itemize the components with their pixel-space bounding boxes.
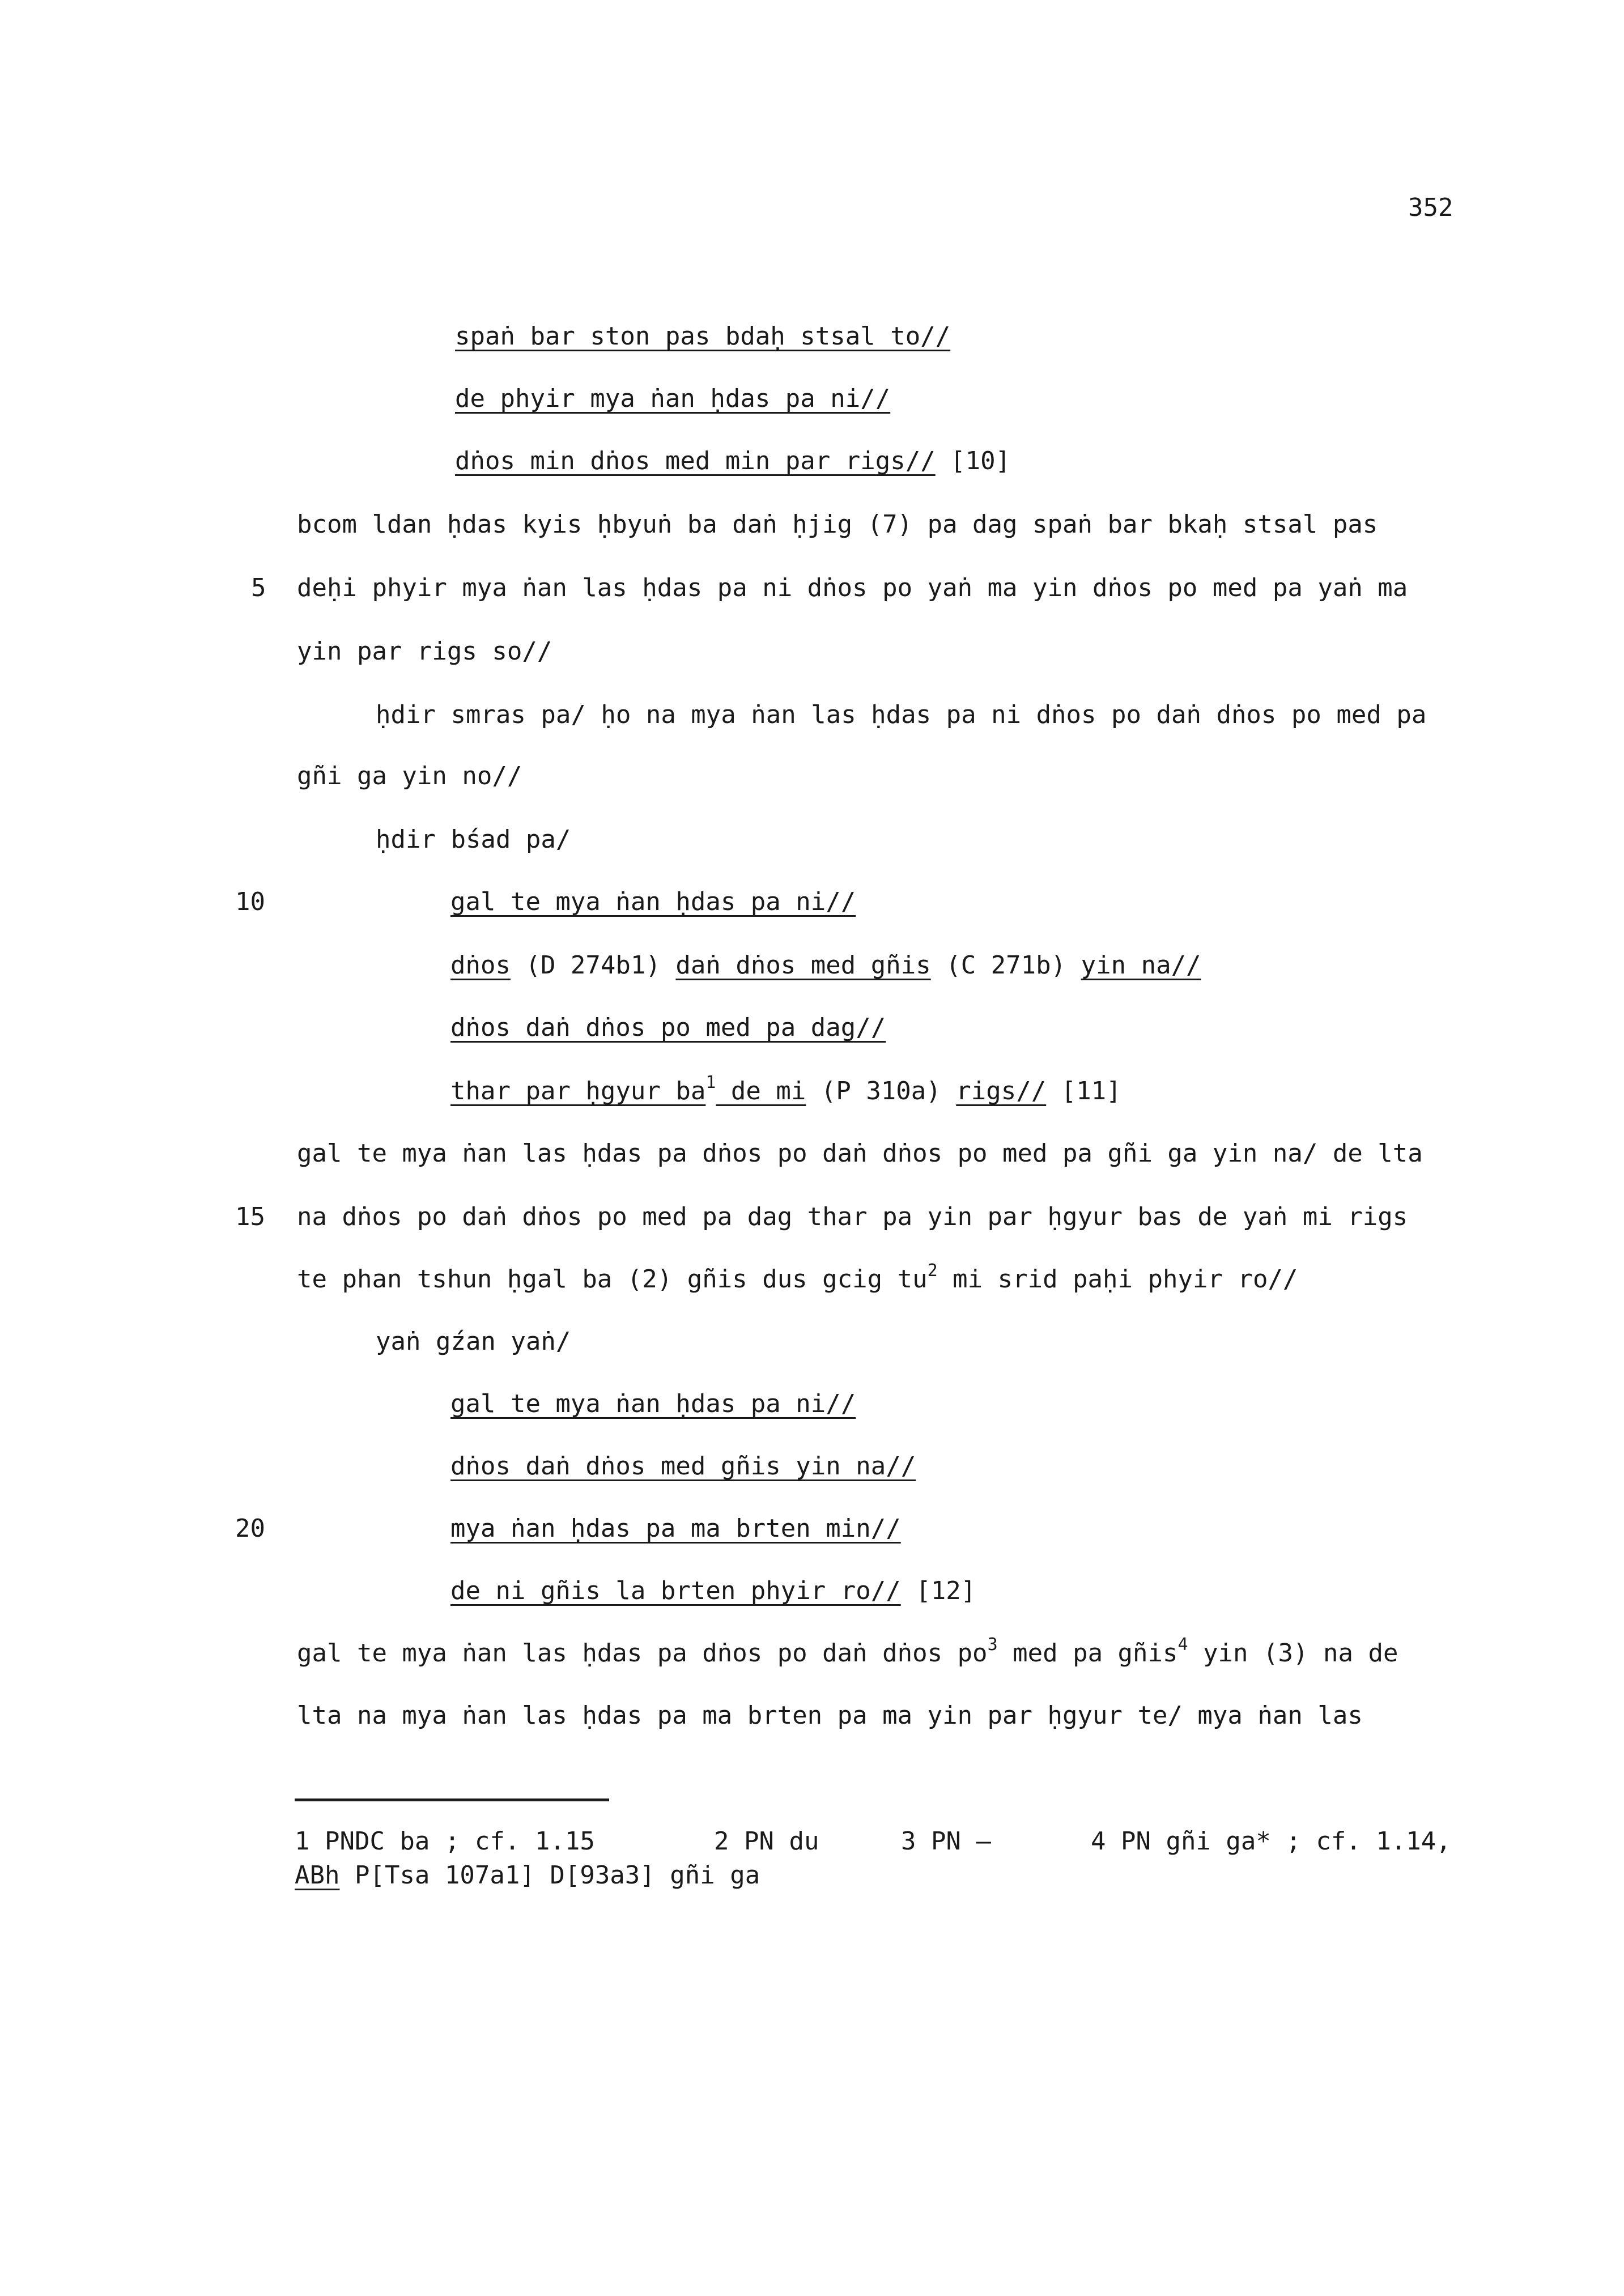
footnote-marker: 2 — [927, 1261, 938, 1281]
text-line — [376, 827, 571, 852]
text-segment: 2 PN du — [714, 1827, 819, 1856]
text-line — [297, 573, 1408, 602]
text-segment: [12] — [900, 1576, 976, 1605]
text-line — [455, 324, 950, 349]
page-number: 352 — [1408, 193, 1453, 222]
footnote-marker: 4 — [1177, 1635, 1188, 1655]
text-line — [450, 887, 856, 916]
line-number: 5 — [251, 573, 266, 602]
text-segment: ḥdir bśad pa/ — [376, 825, 571, 854]
footnote — [295, 1829, 595, 1854]
text-segment: P[Tsa 107a1] D[93a3] gñi ga — [339, 1861, 760, 1890]
text-line — [455, 449, 1010, 474]
text-line — [450, 953, 1201, 978]
text-segment: med pa gñis — [997, 1639, 1178, 1668]
underlined-verse-text: de ni gñis la brten phyir ro// — [450, 1576, 901, 1605]
text-line — [376, 1329, 571, 1354]
text-line — [450, 1516, 901, 1541]
text-line — [297, 1703, 1363, 1728]
text-line — [297, 1261, 1298, 1294]
footnote — [295, 1863, 760, 1888]
footnote — [1091, 1829, 1451, 1854]
text-segment: (C 271b) — [930, 951, 1081, 980]
text-line — [297, 512, 1378, 537]
text-segment: lta na mya ṅan las ḥdas pa ma brten pa ma yin par ḥgyur te/ mya ṅan las — [297, 1701, 1363, 1730]
underlined-verse-text: gal te mya ṅan ḥdas pa ni// — [450, 887, 856, 916]
underlined-verse-text: dṅos min dṅos med min par rigs// — [455, 447, 936, 475]
footnote-rule — [295, 1798, 609, 1801]
footnote — [714, 1829, 819, 1854]
text-line — [450, 1454, 916, 1479]
text-line — [297, 764, 522, 789]
underlined-verse-text: ABh — [295, 1861, 340, 1890]
text-segment: bcom ldan ḥdas kyis ḥbyuṅ ba daṅ ḥjig (7) pa dag spaṅ bar bkaḥ stsal pas — [297, 510, 1378, 539]
text-line — [450, 1389, 856, 1418]
text-line — [450, 1073, 1121, 1106]
text-line — [450, 1015, 886, 1040]
text-segment: na dṅos po daṅ dṅos po med pa dag thar pa yin par ḥgyur bas de yaṅ mi rigs — [297, 1202, 1408, 1231]
text-line — [297, 1141, 1423, 1166]
text-segment: gal te mya ṅan las ḥdas pa dṅos po daṅ dṅos po med pa gñi ga yin na/ de lta — [297, 1139, 1423, 1168]
text-segment: mi srid paḥi phyir ro// — [937, 1265, 1298, 1294]
line-number: 20 — [235, 1514, 265, 1543]
line-number: 10 — [235, 887, 265, 916]
line-number: 15 — [235, 1202, 265, 1231]
underlined-verse-text: daṅ dṅos med gñis — [675, 951, 931, 980]
text-segment: ḥdir smras pa/ ḥo na mya ṅan las ḥdas pa ni dṅos po daṅ dṅos po med pa — [376, 700, 1427, 729]
underlined-verse-text: dṅos daṅ dṅos med gñis yin na// — [450, 1452, 916, 1481]
text-segment: 4 PN gñi ga* ; cf. 1.14, — [1091, 1827, 1451, 1856]
underlined-verse-text: rigs// — [956, 1077, 1047, 1106]
text-segment: te phan tshun ḥgal ba (2) gñis dus gcig tu — [297, 1265, 928, 1294]
text-line — [297, 1202, 1408, 1231]
underlined-verse-text: de phyir mya ṅan ḥdas pa ni// — [455, 384, 891, 413]
footnote-marker: 3 — [987, 1635, 998, 1655]
underlined-verse-text: dṅos — [450, 951, 511, 980]
text-segment: [11] — [1046, 1077, 1121, 1106]
text-segment: 1 PNDC ba ; cf. 1.15 — [295, 1827, 595, 1856]
text-segment: yin par rigs so// — [297, 637, 552, 666]
text-segment: gñi ga yin no// — [297, 762, 522, 790]
text-segment: deḥi phyir mya ṅan las ḥdas pa ni dṅos po yaṅ ma yin dṅos po med pa yaṅ ma — [297, 573, 1408, 602]
underlined-verse-text: dṅos daṅ dṅos po med pa dag// — [450, 1013, 886, 1042]
text-segment: yaṅ gźan yaṅ/ — [376, 1327, 571, 1356]
text-line — [297, 639, 552, 664]
text-line — [450, 1576, 976, 1605]
underlined-verse-text: mya ṅan ḥdas pa ma brten min// — [450, 1514, 901, 1543]
underlined-verse-text: yin na// — [1081, 951, 1201, 980]
text-segment: (D 274b1) — [510, 951, 676, 980]
underlined-verse-text: de mi — [716, 1077, 806, 1106]
text-segment: gal te mya ṅan las ḥdas pa dṅos po daṅ dṅos po — [297, 1639, 988, 1668]
underlined-verse-text: spaṅ bar ston pas bdaḥ stsal to// — [455, 322, 951, 351]
text-segment: yin (3) na de — [1188, 1639, 1398, 1668]
text-line — [376, 700, 1427, 729]
footnote — [901, 1829, 991, 1854]
text-line — [297, 1635, 1398, 1668]
text-line — [455, 386, 890, 411]
footnote-marker: 1 — [705, 1073, 716, 1092]
text-segment: 3 PN — — [901, 1827, 991, 1856]
underlined-verse-text: gal te mya ṅan ḥdas pa ni// — [450, 1389, 856, 1418]
text-segment: (P 310a) — [806, 1077, 956, 1106]
underlined-verse-text: thar par ḥgyur ba — [450, 1077, 706, 1106]
text-segment: [10] — [935, 447, 1011, 475]
